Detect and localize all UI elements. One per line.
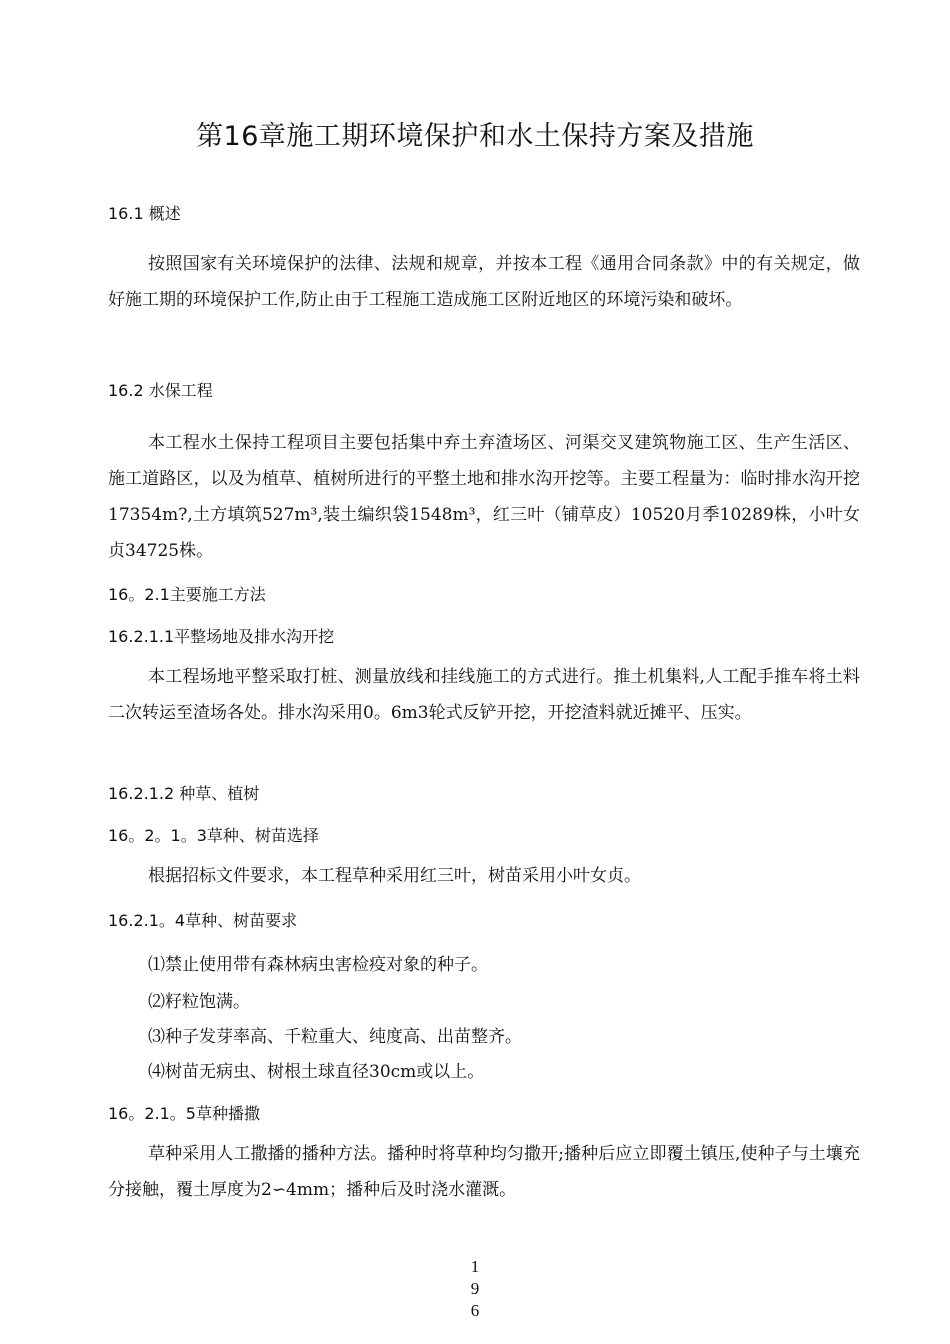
list-item: ⑷树苗无病虫、树根土球直径30cm或以上。	[148, 1062, 485, 1082]
list-item: ⑶种子发芽率高、千粒重大、纯度高、出苗整齐。	[148, 1027, 522, 1047]
chapter-title: 第16章施工期环境保护和水土保持方案及措施	[196, 121, 754, 152]
section-heading-16-2-1-4: 16.2.1。4草种、树苗要求	[108, 911, 298, 930]
section-heading-16-1: 16.1 概述	[108, 204, 181, 223]
section-heading-16-2-1-1: 16.2.1.1平整场地及排水沟开挖	[108, 627, 335, 646]
page-number-digit: 9	[470, 1279, 480, 1298]
section-heading-16-2-1-3: 16。2。1。3草种、树苗选择	[108, 826, 319, 845]
section-16-2-paragraph: 本工程水土保持工程项目主要包括集中弃土弃渣场区、河渠交叉建筑物施工区、生产生活区、施工道路区，以及为植草、植树所进行的平整土地和排水沟开挖等。主要工程量为：临时排水沟开挖17354m?,土方填筑527m³,装土编织袋1548m³，红三叶（铺草皮）10520月季10289株，小叶女贞34725株。	[108, 433, 860, 561]
section-heading-16-2: 16.2 水保工程	[108, 381, 213, 400]
section-16-1-paragraph: 按照国家有关环境保护的法律、法规和规章，并按本工程《通用合同条款》中的有关规定，做好施工期的环境保护工作,防止由于工程施工造成施工区附近地区的环境污染和破坏。	[108, 254, 860, 310]
list-item: ⑴禁止使用带有森林病虫害检疫对象的种子。	[148, 955, 488, 975]
section-heading-16-2-1: 16。2.1主要施工方法	[108, 585, 266, 604]
section-16-2-1-3-paragraph: 根据招标文件要求，本工程草种采用红三叶，树苗采用小叶女贞。	[148, 866, 641, 886]
page-number	[465, 1256, 485, 1322]
page-number-digit: 6	[470, 1301, 480, 1320]
page-number-digit: 1	[470, 1257, 480, 1276]
section-16-2-1-5-paragraph: 草种采用人工撒播的播种方法。播种时将草种均匀撒开;播种后应立即覆土镇压,使种子与土壤充分接触，覆土厚度为2∽4mm；播种后及时浇水灌溉。	[108, 1144, 860, 1200]
list-item: ⑵籽粒饱满。	[148, 992, 250, 1012]
section-16-2-1-1-paragraph: 本工程场地平整采取打桩、测量放线和挂线施工的方式进行。推土机集料,人工配手推车将土料二次转运至渣场各处。排水沟采用0。6m3轮式反铲开挖，开挖渣料就近摊平、压实。	[108, 667, 860, 723]
section-heading-16-2-1-2: 16.2.1.2 种草、植树	[108, 784, 260, 803]
section-heading-16-2-1-5: 16。2.1。5草种播撒	[108, 1104, 260, 1123]
